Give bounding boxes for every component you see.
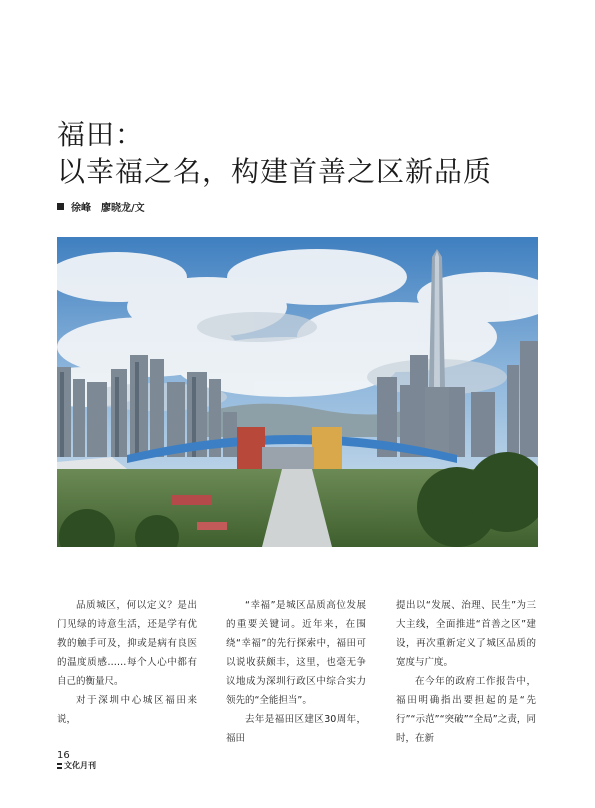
magazine-logo bbox=[57, 761, 96, 771]
magazine-name: 文化月刊 bbox=[64, 761, 96, 770]
article-title-line2: 以幸福之名，构建首善之区新品质 bbox=[57, 155, 493, 188]
page-footer bbox=[57, 750, 96, 771]
body-column-3 bbox=[396, 596, 536, 748]
paragraph: “幸福”是城区品质高位发展的重要关键词。近年来，在围绕“幸福”的先行探索中，福田可以说收获颇丰，这里，也毫无争议地成为深圳行政区中综合实力领先的“全能担当”。 bbox=[226, 600, 366, 706]
city-skyline-illustration bbox=[57, 237, 538, 547]
page-number: 16 bbox=[57, 750, 70, 761]
paragraph: 去年是福田区建区30周年，福田 bbox=[226, 714, 366, 744]
body-column-2 bbox=[226, 596, 366, 748]
paragraph: 在今年的政府工作报告中，福田明确指出要担起的是“先行”“示范”“突破”“全局”之责，同时，在新 bbox=[396, 676, 536, 744]
article-title-line1: 福田： bbox=[57, 118, 145, 151]
paragraph: 品质城区，何以定义？是出门见绿的诗意生活，还是学有优教的触手可及，抑或是病有良医的温度质感……每个人心中都有自己的衡量尺。 bbox=[57, 600, 197, 687]
paragraph: 提出以“发展、治理、民生”为三大主线，全面推进“首善之区”建设，再次重新定义了城区品质的宽度与广度。 bbox=[396, 600, 536, 668]
byline-authors: 徐峰 廖晓龙/文 bbox=[71, 203, 145, 214]
city-skyline-photo bbox=[57, 237, 538, 547]
magazine-mark-icon bbox=[57, 763, 62, 769]
square-bullet-icon bbox=[57, 203, 64, 210]
paragraph: 对于深圳中心城区福田来说， bbox=[57, 695, 197, 725]
byline bbox=[57, 199, 145, 214]
body-column-1 bbox=[57, 596, 197, 729]
